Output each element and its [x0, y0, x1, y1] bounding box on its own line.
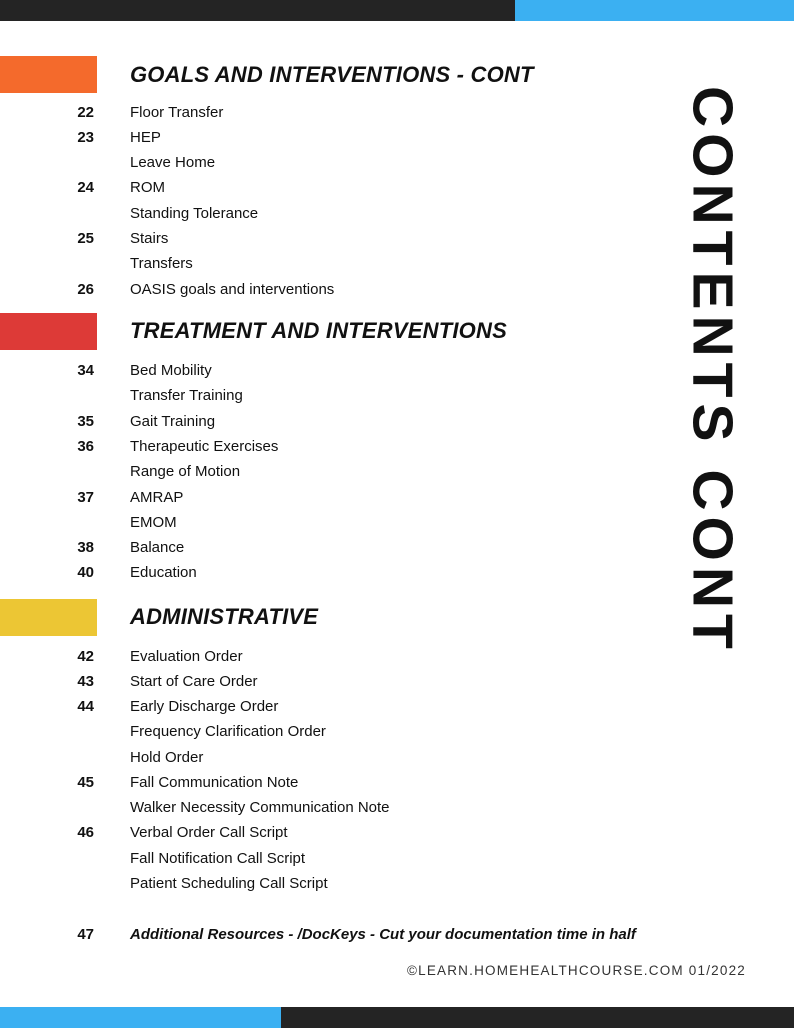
toc-entry[interactable]: [0, 537, 640, 559]
toc-label: Additional Resources - /DocKeys - Cut your documentation time in half: [130, 926, 636, 943]
toc-page-number: 23: [77, 129, 94, 146]
toc-entry[interactable]: [0, 228, 640, 250]
toc-label: Education: [130, 564, 197, 581]
toc-entry[interactable]: [0, 822, 640, 844]
toc-label: Balance: [130, 539, 185, 556]
toc-page-number: 37: [77, 489, 94, 506]
toc-page-number: 38: [77, 539, 94, 556]
toc-page-number: 22: [77, 104, 94, 121]
toc-label: OASIS goals and interventions: [130, 281, 335, 298]
toc-entry[interactable]: [0, 152, 640, 174]
toc-entry[interactable]: [0, 562, 640, 584]
top-blue-bar: [515, 0, 794, 21]
toc-page-number: 24: [77, 179, 94, 196]
toc-page-number: 43: [77, 673, 94, 690]
toc-page-number: 44: [77, 698, 94, 715]
toc-label: Leave Home: [130, 154, 216, 171]
toc-label: Bed Mobility: [130, 362, 212, 379]
toc-label: Hold Order: [130, 749, 204, 766]
toc-entry[interactable]: [0, 253, 640, 275]
toc-entry[interactable]: [0, 360, 640, 382]
toc-entry[interactable]: [0, 127, 640, 149]
toc-label: Floor Transfer: [130, 104, 224, 121]
toc-entry[interactable]: [0, 436, 640, 458]
toc-label: AMRAP: [130, 489, 184, 506]
toc-entry[interactable]: [0, 102, 640, 124]
page-title: [680, 55, 745, 685]
toc-page-number: 36: [77, 438, 94, 455]
toc-entry-additional-resources[interactable]: [0, 924, 640, 946]
toc-page-number: 42: [77, 648, 94, 665]
toc-page-number: 25: [77, 230, 94, 247]
bottom-dark-bar: [281, 1007, 794, 1028]
toc-page-number: 45: [77, 774, 94, 791]
toc-label: Start of Care Order: [130, 673, 258, 690]
toc-entry[interactable]: [0, 671, 640, 693]
toc-entry[interactable]: [0, 411, 640, 433]
toc-entry[interactable]: [0, 385, 640, 407]
toc-label: Transfer Training: [130, 387, 243, 404]
toc-page-number: 26: [77, 281, 94, 298]
toc-label: Range of Motion: [130, 463, 241, 480]
toc-entry[interactable]: [0, 696, 640, 718]
toc-page-number: 35: [77, 413, 94, 430]
toc-label: Evaluation Order: [130, 648, 243, 665]
section-title-goals: GOALS AND INTERVENTIONS - CONT: [130, 62, 534, 87]
bottom-blue-bar: [0, 1007, 281, 1028]
toc-entry[interactable]: [0, 487, 640, 509]
toc-label: Fall Communication Note: [130, 774, 299, 791]
toc-label: Frequency Clarification Order: [130, 723, 326, 740]
toc-entry[interactable]: [0, 873, 640, 895]
toc-label: Gait Training: [130, 413, 216, 430]
toc-label: Early Discharge Order: [130, 698, 279, 715]
toc-entry[interactable]: [0, 747, 640, 769]
page-title-text: CONTENTS CONT: [680, 85, 745, 655]
toc-page-number: 40: [77, 564, 94, 581]
toc-page-number: 47: [77, 926, 94, 943]
toc-entry[interactable]: [0, 646, 640, 668]
toc-label: Walker Necessity Communication Note: [130, 799, 390, 816]
footer-copyright: ©LEARN.HOMEHEALTHCOURSE.COM 01/2022: [406, 963, 746, 978]
toc-label: Stairs: [130, 230, 169, 247]
toc-label: Patient Scheduling Call Script: [130, 875, 328, 892]
toc-entry[interactable]: [0, 177, 640, 199]
red-accent-block: [0, 313, 97, 350]
toc-page-number: 34: [77, 362, 94, 379]
toc-entry[interactable]: [0, 772, 640, 794]
yellow-accent-block: [0, 599, 97, 636]
toc-entry[interactable]: [0, 797, 640, 819]
orange-accent-block: [0, 56, 97, 93]
toc-entry[interactable]: [0, 512, 640, 534]
toc-label: EMOM: [130, 514, 177, 531]
toc-entry[interactable]: [0, 203, 640, 225]
toc-label: HEP: [130, 129, 161, 146]
toc-label: Verbal Order Call Script: [130, 824, 288, 841]
toc-label: Transfers: [130, 255, 193, 272]
section-title-administrative: ADMINISTRATIVE: [130, 604, 319, 629]
toc-label: Fall Notification Call Script: [130, 850, 306, 867]
top-dark-bar: [0, 0, 515, 21]
toc-entry[interactable]: [0, 721, 640, 743]
toc-label: Standing Tolerance: [130, 205, 259, 222]
toc-label: Therapeutic Exercises: [130, 438, 279, 455]
toc-entry[interactable]: [0, 279, 640, 301]
section-title-treatment: TREATMENT AND INTERVENTIONS: [130, 318, 507, 343]
toc-entry[interactable]: [0, 848, 640, 870]
toc-page-number: 46: [77, 824, 94, 841]
toc-label: ROM: [130, 179, 165, 196]
toc-entry[interactable]: [0, 461, 640, 483]
